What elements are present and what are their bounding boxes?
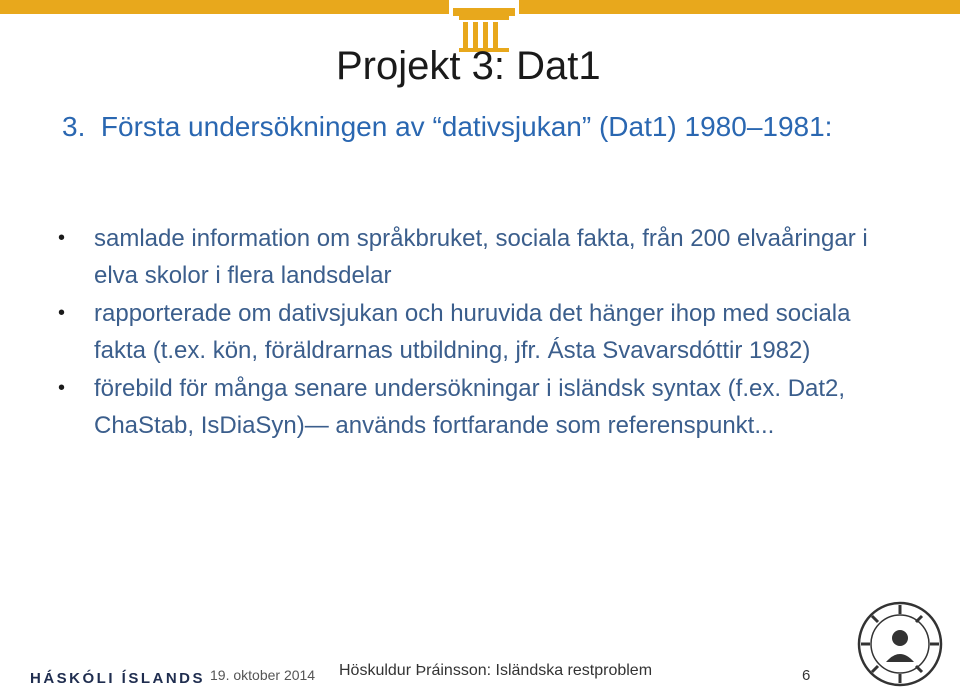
bullet-icon: • [58,302,66,324]
list-item [58,220,898,294]
bullet-list [58,220,898,445]
list-item [58,370,898,444]
list-item [58,295,898,369]
footer-author-title: Höskuldur Þráinsson: Isländska restproblem [339,662,653,679]
bullet-icon: • [58,377,66,399]
footer-date: 19. oktober 2014 [210,667,316,683]
page-number: 6 [802,667,811,684]
footer-brand: HÁSKÓLI ÍSLANDS [30,670,206,687]
bullet-text: förebild för många senare undersökningar i isländsk syntax (f.ex. Dat2, ChaStab, IsDiaSyn)— används fortfarande som referenspunkt... [94,375,846,439]
bullet-text: samlade information om språkbruket, sociala fakta, från 200 elvaåringar i elva skolor i flera landsdelar [94,225,868,289]
university-seal-icon [856,600,944,688]
bullet-text: rapporterade om dativsjukan och huruvida det hänger ihop med sociala fakta (t.ex. kön, föräldrarnas utbildning, jfr. Ásta Svavarsdóttir 1982) [94,300,851,364]
heading-text: Första undersökningen av “dativsjukan” (Dat1) 1980–1981: [100,111,833,142]
section-heading [62,108,902,146]
heading-number: 3. [62,111,86,142]
bullet-icon: • [58,227,66,249]
slide-title: Projekt 3: Dat1 [336,44,601,88]
